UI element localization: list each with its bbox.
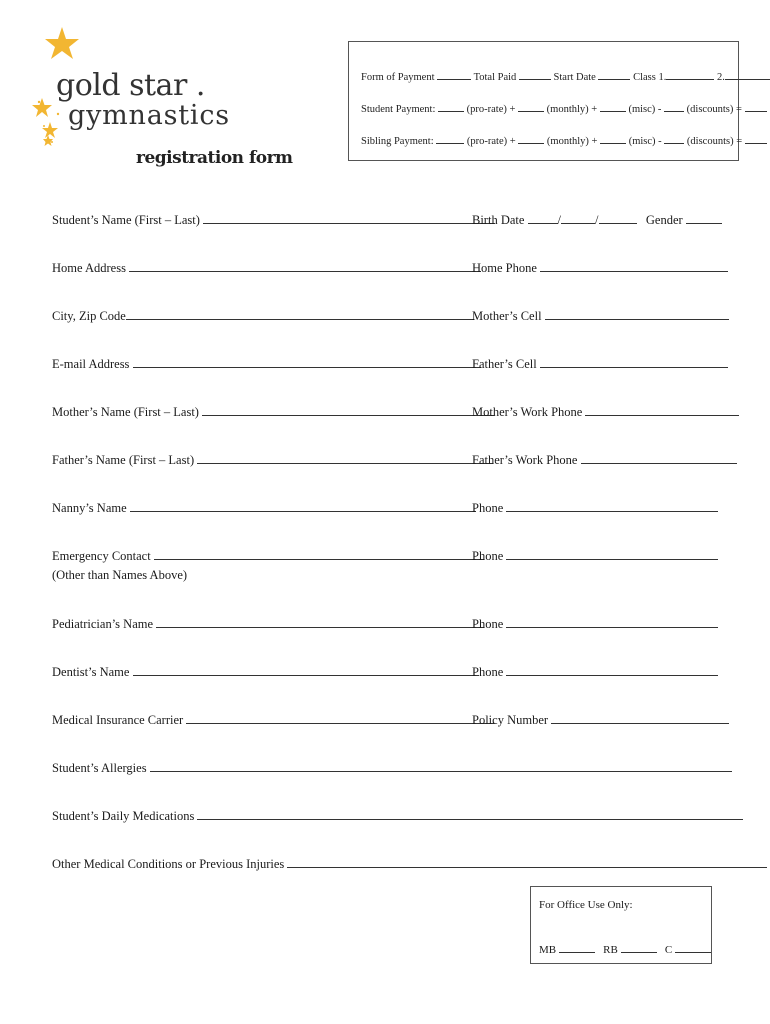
allergies-label: Student’s Allergies: [52, 761, 147, 775]
other-conditions-row: [52, 856, 767, 872]
emergency-phone-label: Phone: [472, 549, 504, 563]
mothers-work-phone-field[interactable]: [585, 404, 739, 416]
pediatrician-row: [52, 616, 484, 632]
payment-line-1: [361, 68, 770, 83]
student-name-label: Student’s Name (First – Last): [52, 213, 200, 227]
student-name-row: [52, 212, 495, 228]
fathers-work-phone-label: Father’s Work Phone: [472, 453, 578, 467]
emergency-note: (Other than Names Above): [52, 568, 188, 582]
student-misc-field[interactable]: [600, 100, 626, 112]
logo: [28, 24, 228, 154]
mothers-cell-row: [472, 308, 729, 324]
emergency-phone-row: [472, 548, 718, 564]
dentist-label: Dentist’s Name: [52, 665, 130, 679]
fathers-name-row: [52, 452, 493, 468]
logo-text-gymnastics: gymnastics: [68, 100, 230, 131]
class-2-field[interactable]: [725, 68, 770, 80]
pediatrician-phone-row: [472, 616, 718, 632]
class-1-label: Class 1.: [633, 72, 667, 83]
start-date-label: Start Date: [553, 72, 596, 83]
nannys-name-row: [52, 500, 476, 516]
mothers-name-label: Mother’s Name (First – Last): [52, 405, 199, 419]
pediatrician-label: Pediatrician’s Name: [52, 617, 154, 631]
monthly-label: (monthly) +: [546, 104, 598, 115]
c-field[interactable]: [675, 941, 711, 953]
nanny-phone-label: Phone: [472, 501, 504, 515]
fathers-cell-field[interactable]: [540, 356, 728, 368]
form-title: registration form: [136, 148, 293, 168]
home-address-label: Home Address: [52, 261, 126, 275]
birth-year-field[interactable]: [599, 212, 637, 224]
city-zip-row: [52, 308, 474, 324]
dentist-row: [52, 664, 479, 680]
sibling-payment-label: Sibling Payment:: [361, 136, 434, 147]
rb-field[interactable]: [621, 941, 657, 953]
nannys-name-field[interactable]: [130, 500, 476, 512]
student-prorate-field[interactable]: [438, 100, 464, 112]
start-date-field[interactable]: [598, 68, 630, 80]
emergency-contact-field[interactable]: [154, 548, 484, 560]
policy-field[interactable]: [551, 712, 729, 724]
c-label: C: [664, 944, 673, 956]
rb-label: RB: [603, 944, 618, 956]
home-phone-label: Home Phone: [472, 261, 537, 275]
insurance-row: [52, 712, 494, 728]
birth-month-field[interactable]: [528, 212, 558, 224]
form-of-payment-label: Form of Payment: [361, 72, 435, 83]
mothers-cell-label: Mother’s Cell: [472, 309, 542, 323]
student-discounts-field[interactable]: [664, 100, 684, 112]
total-paid-label: Total Paid: [473, 72, 517, 83]
emergency-contact-row: [52, 548, 484, 564]
medications-field[interactable]: [197, 808, 743, 820]
payment-box: [348, 41, 743, 161]
student-total-field[interactable]: [745, 100, 767, 112]
class-2-label: 2.: [716, 72, 725, 83]
logo-text-gold-star: gold star .: [56, 68, 205, 103]
student-name-field[interactable]: [203, 212, 495, 224]
gender-field[interactable]: [686, 212, 722, 224]
mb-field[interactable]: [559, 941, 595, 953]
other-conditions-field[interactable]: [287, 856, 767, 868]
home-address-field[interactable]: [129, 260, 481, 272]
dentist-phone-field[interactable]: [506, 664, 718, 676]
student-payment-label: Student Payment:: [361, 104, 436, 115]
student-monthly-field[interactable]: [518, 100, 544, 112]
medications-row: [52, 808, 743, 824]
total-paid-field[interactable]: [519, 68, 551, 80]
nanny-phone-field[interactable]: [506, 500, 718, 512]
insurance-field[interactable]: [186, 712, 494, 724]
fathers-cell-label: Father’s Cell: [472, 357, 537, 371]
birth-date-label: Birth Date: [472, 213, 525, 227]
nannys-name-label: Nanny’s Name: [52, 501, 127, 515]
sibling-discounts-field[interactable]: [664, 132, 684, 144]
fathers-work-phone-field[interactable]: [581, 452, 737, 464]
city-zip-field[interactable]: [126, 308, 474, 320]
office-use-box: [530, 886, 712, 964]
birth-day-field[interactable]: [561, 212, 595, 224]
mothers-work-phone-row: [472, 404, 739, 420]
insurance-label: Medical Insurance Carrier: [52, 713, 184, 727]
discounts-label: (discounts) =: [686, 104, 742, 115]
mothers-name-field[interactable]: [202, 404, 494, 416]
allergies-field[interactable]: [150, 760, 732, 772]
monthly-label: (monthly) +: [546, 136, 598, 147]
misc-label: (misc) -: [628, 136, 662, 147]
mb-label: MB: [539, 944, 557, 956]
sibling-monthly-field[interactable]: [518, 132, 544, 144]
misc-label: (misc) -: [628, 104, 662, 115]
mothers-cell-field[interactable]: [545, 308, 729, 320]
birth-date-row: Birth Date / / Gender: [472, 212, 722, 228]
fathers-name-label: Father’s Name (First – Last): [52, 453, 195, 467]
pediatrician-phone-field[interactable]: [506, 616, 718, 628]
email-row: [52, 356, 481, 372]
dentist-phone-row: [472, 664, 718, 680]
fathers-cell-row: [472, 356, 728, 372]
gender-label: Gender: [645, 213, 683, 227]
sibling-misc-field[interactable]: [600, 132, 626, 144]
prorate-label: (pro-rate) +: [466, 104, 516, 115]
home-phone-row: [472, 260, 728, 276]
other-conditions-label: Other Medical Conditions or Previous Injuries: [52, 857, 285, 871]
home-phone-field[interactable]: [540, 260, 728, 272]
home-address-row: [52, 260, 481, 276]
emergency-phone-field[interactable]: [506, 548, 718, 560]
dentist-field[interactable]: [133, 664, 479, 676]
emergency-contact-label: Emergency Contact: [52, 549, 151, 563]
policy-label: Policy Number: [472, 713, 549, 727]
nanny-phone-row: [472, 500, 718, 516]
policy-row: [472, 712, 729, 728]
pediatrician-field[interactable]: [156, 616, 484, 628]
dentist-phone-label: Phone: [472, 665, 504, 679]
medications-label: Student’s Daily Medications: [52, 809, 195, 823]
sibling-payment-line: [361, 132, 767, 147]
email-field[interactable]: [133, 356, 481, 368]
office-use-codes: [539, 941, 711, 956]
fathers-name-field[interactable]: [197, 452, 493, 464]
office-use-title: For Office Use Only:: [539, 899, 633, 911]
sibling-prorate-field[interactable]: [436, 132, 464, 144]
email-label: E-mail Address: [52, 357, 130, 371]
class-1-field[interactable]: [666, 68, 714, 80]
mothers-work-phone-label: Mother’s Work Phone: [472, 405, 583, 419]
prorate-label: (pro-rate) +: [466, 136, 516, 147]
discounts-label: (discounts) =: [686, 136, 743, 147]
city-zip-label: City, Zip Code: [52, 309, 126, 323]
pediatrician-phone-label: Phone: [472, 617, 504, 631]
form-of-payment-field[interactable]: [437, 68, 471, 80]
mothers-name-row: [52, 404, 494, 420]
fathers-work-phone-row: [472, 452, 737, 468]
sibling-total-field[interactable]: [745, 132, 767, 144]
student-payment-line: [361, 100, 767, 115]
allergies-row: [52, 760, 732, 776]
